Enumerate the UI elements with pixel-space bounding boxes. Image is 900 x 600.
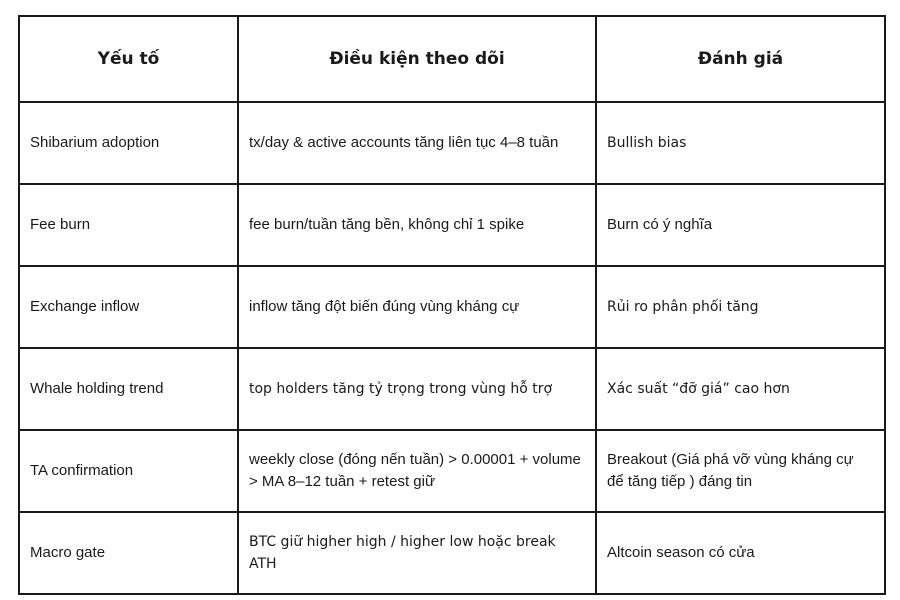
cell-assessment: Xác suất “đỡ giá” cao hơn xyxy=(596,348,885,430)
cell-factor: Whale holding trend xyxy=(19,348,238,430)
cell-condition: tx/day & active accounts tăng liên tục 4–8 tuần xyxy=(238,102,596,184)
table-row xyxy=(19,430,885,512)
criteria-table-container xyxy=(18,15,884,584)
criteria-table xyxy=(18,15,886,595)
cell-factor: TA confirmation xyxy=(19,430,238,512)
cell-factor: Fee burn xyxy=(19,184,238,266)
cell-factor: Shibarium adoption xyxy=(19,102,238,184)
table-row xyxy=(19,512,885,594)
table-header-row xyxy=(19,16,885,102)
header-assessment: Đánh giá xyxy=(596,16,885,102)
header-condition: Điều kiện theo dõi xyxy=(238,16,596,102)
cell-condition: fee burn/tuần tăng bền, không chỉ 1 spike xyxy=(238,184,596,266)
cell-condition: inflow tăng đột biến đúng vùng kháng cự xyxy=(238,266,596,348)
cell-condition: top holders tăng tỷ trọng trong vùng hỗ trợ xyxy=(238,348,596,430)
table-row xyxy=(19,266,885,348)
table-row xyxy=(19,348,885,430)
table-row xyxy=(19,102,885,184)
cell-assessment: Burn có ý nghĩa xyxy=(596,184,885,266)
header-factor: Yếu tố xyxy=(19,16,238,102)
cell-assessment: Breakout (Giá phá vỡ vùng kháng cự để tăng tiếp ) đáng tin xyxy=(596,430,885,512)
table-row xyxy=(19,184,885,266)
cell-assessment: Bullish bias xyxy=(596,102,885,184)
cell-assessment: Rủi ro phân phối tăng xyxy=(596,266,885,348)
cell-assessment: Altcoin season có cửa xyxy=(596,512,885,594)
cell-condition: BTC giữ higher high / higher low hoặc break ATH xyxy=(238,512,596,594)
cell-factor: Macro gate xyxy=(19,512,238,594)
cell-condition: weekly close (đóng nến tuần) > 0.00001 + volume > MA 8–12 tuần + retest giữ xyxy=(238,430,596,512)
cell-factor: Exchange inflow xyxy=(19,266,238,348)
